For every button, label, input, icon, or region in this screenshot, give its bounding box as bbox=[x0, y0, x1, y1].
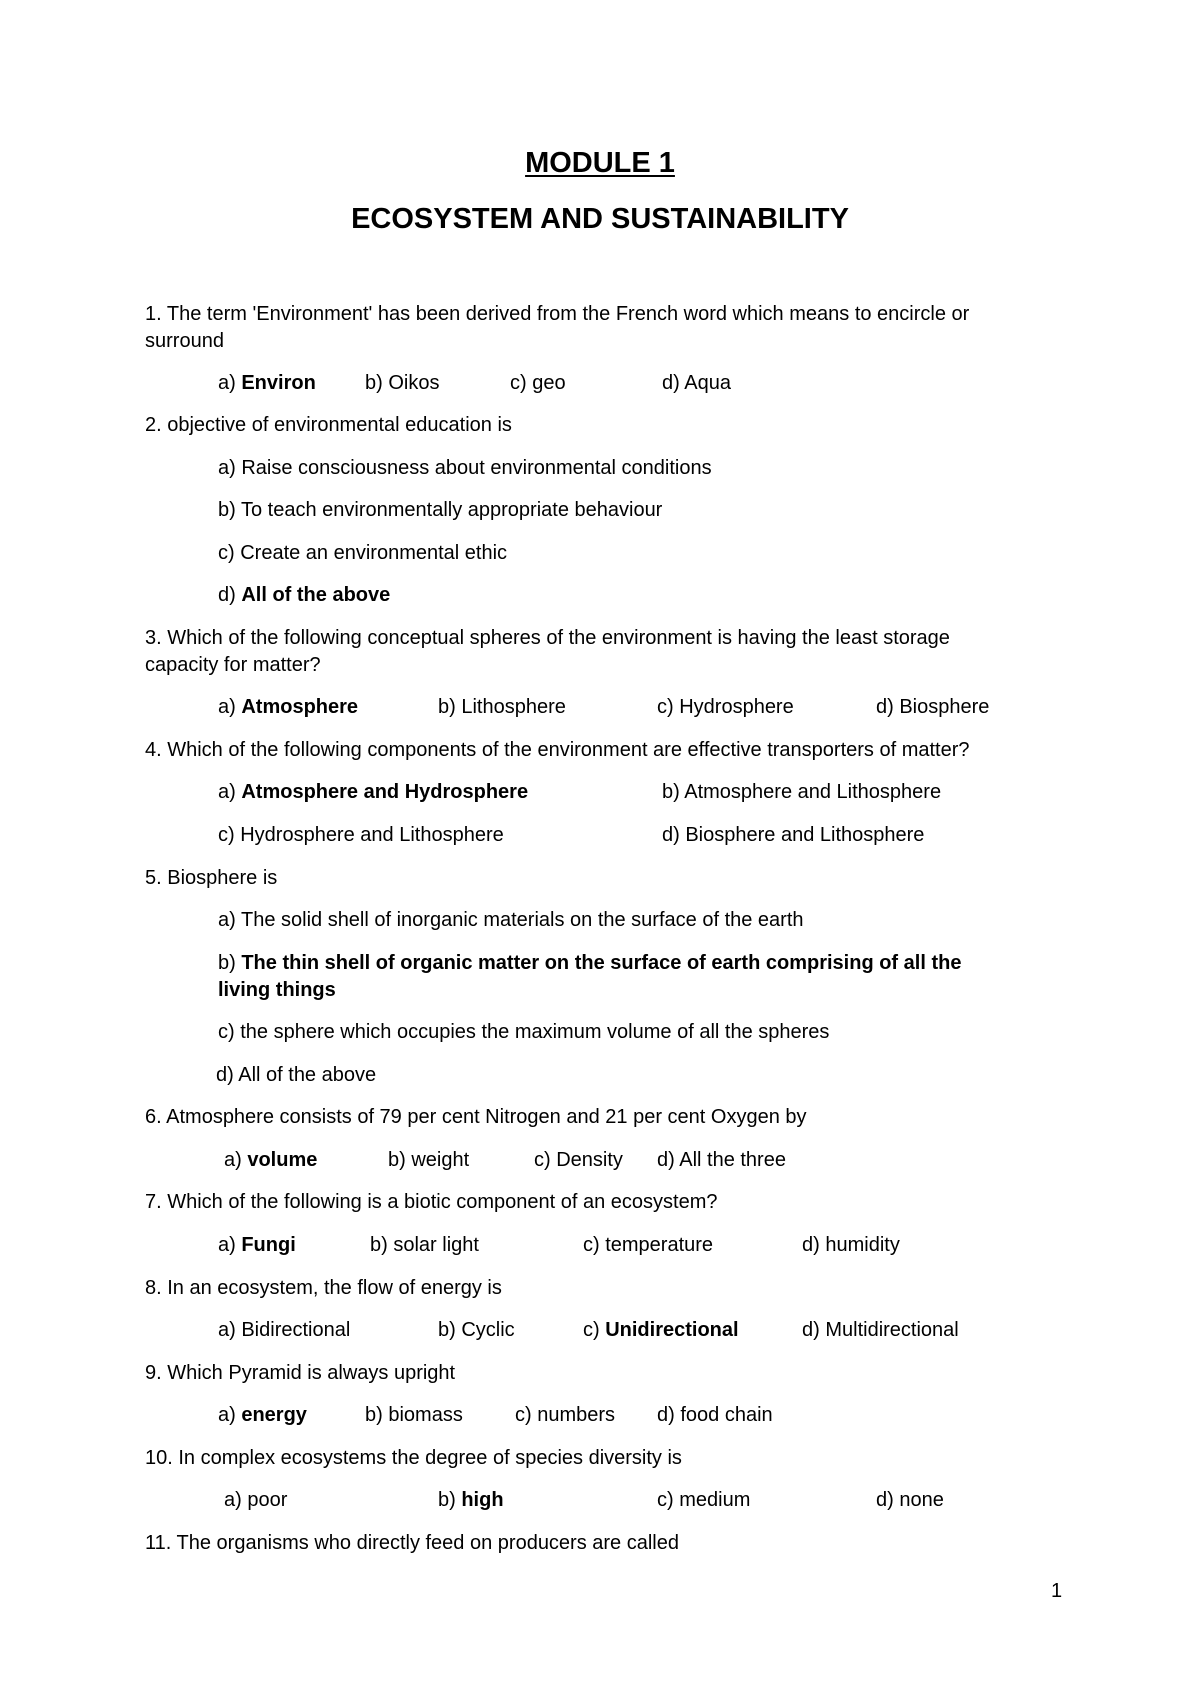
option-prefix: c) bbox=[583, 1319, 606, 1341]
question-7-option-a bbox=[218, 1232, 296, 1259]
correct-answer: Environ bbox=[241, 372, 316, 394]
question-10-option-b bbox=[438, 1487, 504, 1514]
option-prefix: d) bbox=[218, 584, 242, 606]
question-6-option-a bbox=[224, 1147, 317, 1174]
question-3-text-line-2: capacity for matter? bbox=[145, 654, 321, 676]
question-9-option-b: b) biomass bbox=[365, 1404, 463, 1426]
option-prefix: b) bbox=[438, 1489, 462, 1511]
question-9-text: 9. Which Pyramid is always upright bbox=[145, 1362, 456, 1384]
page-number: 1 bbox=[1051, 1580, 1063, 1602]
question-5-option-d: d) All of the above bbox=[216, 1064, 377, 1086]
question-3-text-line-1: 3. Which of the following conceptual spheres of the environment is having the least storage bbox=[145, 627, 950, 649]
correct-answer: Fungi bbox=[241, 1234, 296, 1256]
question-2-option-d bbox=[218, 582, 390, 609]
question-1-text-line-2: surround bbox=[145, 330, 224, 352]
question-2-option-b: b) To teach environmentally appropriate behaviour bbox=[218, 499, 663, 521]
question-8-option-b: b) Cyclic bbox=[438, 1319, 515, 1341]
question-9-option-a bbox=[218, 1402, 307, 1429]
question-3-option-b: b) Lithosphere bbox=[438, 696, 566, 718]
question-5-option-b bbox=[218, 950, 961, 977]
correct-answer: Atmosphere and Hydrosphere bbox=[241, 781, 529, 803]
question-5-option-c: c) the sphere which occupies the maximum volume of all the spheres bbox=[218, 1021, 830, 1043]
question-10-option-c: c) medium bbox=[657, 1489, 751, 1511]
question-2-option-c: c) Create an environmental ethic bbox=[218, 542, 508, 564]
option-prefix: a) bbox=[218, 1404, 242, 1426]
correct-answer: Atmosphere bbox=[241, 696, 359, 718]
question-1-option-c: c) geo bbox=[510, 372, 566, 394]
correct-answer: energy bbox=[241, 1404, 307, 1426]
question-10-option-a: a) poor bbox=[224, 1489, 288, 1511]
question-8-option-d: d) Multidirectional bbox=[802, 1319, 959, 1341]
correct-answer: volume bbox=[247, 1149, 318, 1171]
question-7-option-d: d) humidity bbox=[802, 1234, 900, 1256]
question-4-option-b: b) Atmosphere and Lithosphere bbox=[662, 781, 942, 803]
question-8-option-a: a) Bidirectional bbox=[218, 1319, 351, 1341]
question-2-text: 2. objective of environmental education is bbox=[145, 414, 512, 436]
question-4-option-d: d) Biosphere and Lithosphere bbox=[662, 824, 925, 846]
correct-answer: Unidirectional bbox=[605, 1319, 739, 1341]
question-10-option-d: d) none bbox=[876, 1489, 944, 1511]
question-1-option-a bbox=[218, 370, 316, 397]
question-6-text: 6. Atmosphere consists of 79 per cent Nitrogen and 21 per cent Oxygen by bbox=[145, 1106, 807, 1128]
correct-answer: high bbox=[461, 1489, 504, 1511]
question-3-option-d: d) Biosphere bbox=[876, 696, 990, 718]
question-6-option-c: c) Density bbox=[534, 1149, 623, 1171]
question-5-option-a: a) The solid shell of inorganic materials on the surface of the earth bbox=[218, 909, 804, 931]
option-prefix: a) bbox=[224, 1149, 248, 1171]
option-prefix: a) bbox=[218, 781, 242, 803]
question-11-text: 11. The organisms who directly feed on producers are called bbox=[145, 1532, 679, 1554]
option-prefix: a) bbox=[218, 696, 242, 718]
question-9-option-c: c) numbers bbox=[515, 1404, 616, 1426]
question-3-option-a bbox=[218, 694, 358, 721]
question-9-option-d: d) food chain bbox=[657, 1404, 773, 1426]
question-7-text: 7. Which of the following is a biotic component of an ecosystem? bbox=[145, 1191, 718, 1213]
correct-answer: All of the above bbox=[241, 584, 391, 606]
correct-answer: The thin shell of organic matter on the surface of earth comprising of all the bbox=[241, 952, 962, 974]
question-7-option-b: b) solar light bbox=[370, 1234, 479, 1256]
question-1-text-line-1: 1. The term 'Environment' has been derived from the French word which means to encircle or bbox=[145, 303, 970, 325]
option-prefix: a) bbox=[218, 1234, 242, 1256]
question-4-text: 4. Which of the following components of the environment are effective transporters of matter? bbox=[145, 739, 970, 761]
question-5-option-b-continued: living things bbox=[218, 979, 336, 1001]
question-1-option-d: d) Aqua bbox=[662, 372, 731, 394]
question-6-option-b: b) weight bbox=[388, 1149, 470, 1171]
option-prefix: b) bbox=[218, 952, 242, 974]
question-8-text: 8. In an ecosystem, the flow of energy is bbox=[145, 1277, 502, 1299]
question-2-option-a: a) Raise consciousness about environmental conditions bbox=[218, 457, 712, 479]
question-4-option-c: c) Hydrosphere and Lithosphere bbox=[218, 824, 504, 846]
question-10-text: 10. In complex ecosystems the degree of species diversity is bbox=[145, 1447, 682, 1469]
module-title: MODULE 1 bbox=[525, 147, 675, 179]
question-6-option-d: d) All the three bbox=[657, 1149, 786, 1171]
document-title: ECOSYSTEM AND SUSTAINABILITY bbox=[351, 203, 849, 235]
question-8-option-c bbox=[583, 1317, 739, 1344]
question-4-option-a bbox=[218, 779, 528, 806]
question-1-option-b: b) Oikos bbox=[365, 372, 440, 394]
option-prefix: a) bbox=[218, 372, 242, 394]
question-3-option-c: c) Hydrosphere bbox=[657, 696, 794, 718]
question-5-text: 5. Biosphere is bbox=[145, 867, 278, 889]
question-7-option-c: c) temperature bbox=[583, 1234, 714, 1256]
